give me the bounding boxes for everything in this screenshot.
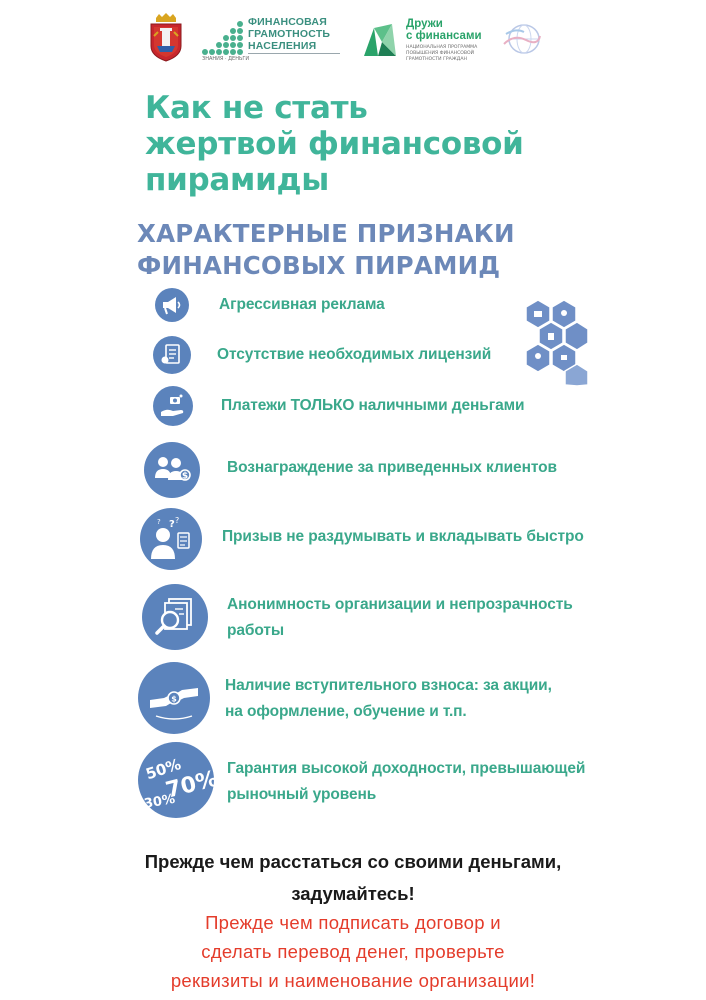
friends-with-finance-logo [362,18,542,64]
friends-with-finance-logo-subtitle: НАЦИОНАЛЬНАЯ ПРОГРАММА ПОВЫШЕНИЯ ФИНАНСОВОЙ ГРАМОТНОСТИ ГРАЖДАН [406,45,478,62]
sign-text: Призыв не раздумывать и вкладывать быстро [222,528,584,545]
list-item [0,336,706,376]
referral-people-icon [144,442,200,498]
payment-hands-icon [138,662,210,734]
list-item [0,584,706,650]
financial-literacy-logo-text: ФИНАНСОВАЯ ГРАМОТНОСТЬ НАСЕЛЕНИЯ [248,16,331,52]
warning-text: Прежде чем расстаться со своими деньгами, задумайтесь! [144,851,562,904]
license-document-icon [153,336,191,374]
sign-text: Платежи ТОЛЬКО наличными деньгами [221,397,525,414]
sign-text: Наличие вступительного взноса: за акции, на оформление, обучение и т.п. [225,677,552,720]
list-item [0,386,706,428]
sign-text: Вознаграждение за приведенных клиентов [227,459,557,476]
advice-text: Прежде чем подписать договор и сделать перевод денег, проверьте реквизиты и наименование организации! [170,912,536,991]
list-item [0,288,706,324]
svg-text:30%: 30% [142,791,177,812]
svg-text:?: ? [169,519,175,530]
svg-text:50%: 50% [143,755,184,784]
confused-person-icon [140,508,202,570]
financial-literacy-logo-subtitle: ЗНАНИЯ · ДЕНЬГИ [202,56,250,62]
friends-with-finance-mark-icon [362,22,398,58]
list-item [0,508,706,570]
cash-hand-icon [153,386,193,426]
svg-text:?: ? [175,516,180,525]
svg-text:70%: 70% [163,766,221,804]
page-title: Как не стать жертвой финансовой пирамиды [145,90,524,198]
list-item [0,442,706,498]
svg-text:$: $ [181,471,189,482]
list-item [0,662,706,736]
logo-divider [248,53,340,54]
financial-literacy-logo [202,16,342,62]
svg-text:$: $ [171,694,177,704]
globe-ribbon-icon [502,22,542,56]
sign-text: Агрессивная реклама [219,296,385,313]
magnifier-document-icon [142,584,208,650]
list-item [0,742,706,818]
percent-icon [138,742,221,818]
sign-text: Анонимность организации и непрозрачность работы [227,596,573,639]
kaliningrad-coat-of-arms-logo [148,12,184,62]
megaphone-icon [155,288,189,322]
sign-text: Гарантия высокой доходности, превышающей рыночный уровень [227,760,586,803]
sign-text: Отсутствие необходимых лицензий [217,346,492,363]
svg-text:?: ? [157,518,161,526]
friends-with-finance-logo-text: Дружи с финансами [406,18,482,42]
section-heading: ХАРАКТЕРНЫЕ ПРИЗНАКИ ФИНАНСОВЫХ ПИРАМИД [137,219,515,280]
dots-pyramid-icon [202,20,246,56]
